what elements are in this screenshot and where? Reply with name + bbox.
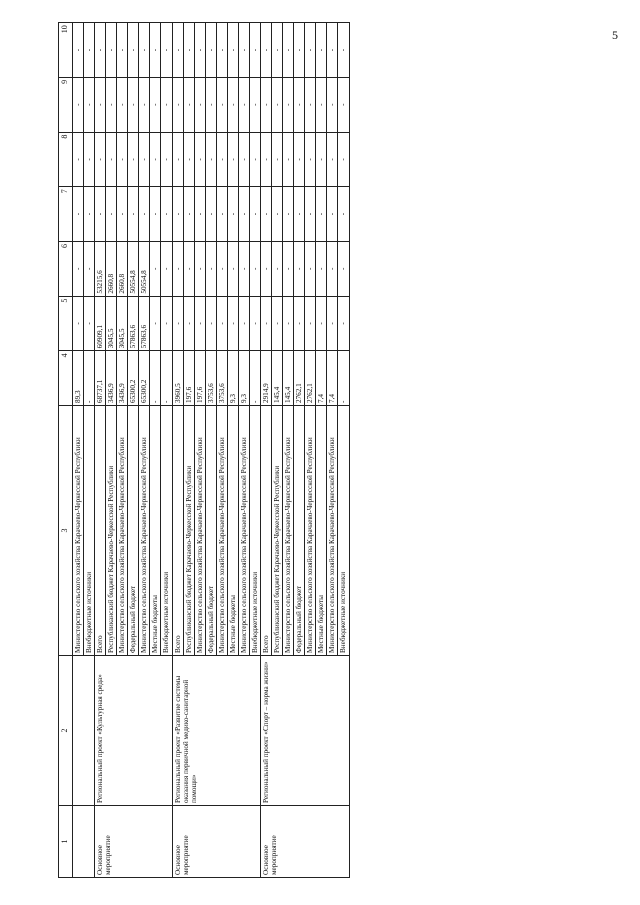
value-cell: 2914,9 [261,351,272,406]
value-cell: - [172,241,183,296]
activity-type-cell: Основное мероприятие [261,806,350,878]
value-cell: - [205,241,216,296]
activity-type-cell: Основное мероприятие [172,806,261,878]
funding-source-cell: Внебюджетные источники [338,406,349,656]
value-cell: - [150,187,161,242]
value-cell: - [305,187,316,242]
value-cell: - [261,187,272,242]
value-cell: 50554,8 [139,241,150,296]
value-cell: 9,3 [238,351,249,406]
value-cell: 89,3 [72,351,83,406]
value-cell: - [338,132,349,187]
value-cell: - [272,187,283,242]
value-cell: - [249,241,260,296]
value-cell: - [261,132,272,187]
value-cell: - [294,132,305,187]
value-cell: - [172,23,183,78]
funding-source-cell: Министерство сельского хозяйства Карачаево-Черкесской Республики [327,406,338,656]
value-cell: - [227,296,238,351]
value-cell: - [305,296,316,351]
value-cell: - [283,23,294,78]
value-cell: - [294,187,305,242]
value-cell: - [194,132,205,187]
value-cell: - [117,187,128,242]
value-cell: - [161,351,172,406]
value-cell: - [161,241,172,296]
value-cell: - [106,132,117,187]
value-cell: - [161,296,172,351]
table-body [72,23,349,878]
value-cell: - [227,241,238,296]
funding-source-cell: Внебюджетные источники [84,406,95,656]
value-cell: - [338,351,349,406]
value-cell: - [327,296,338,351]
value-cell: 7,4 [316,351,327,406]
value-cell: 68737,1 [95,351,106,406]
funding-source-cell: Всего [261,406,272,656]
value-cell: - [272,296,283,351]
funding-source-cell: Республиканский бюджет Карачаево-Черкесской Республики [272,406,283,656]
value-cell: - [305,241,316,296]
budget-table [58,22,350,878]
value-cell: - [261,77,272,132]
value-cell: - [238,132,249,187]
value-cell: 57863,6 [139,296,150,351]
value-cell: - [294,241,305,296]
value-cell: - [106,23,117,78]
value-cell: - [128,132,139,187]
value-cell: - [327,77,338,132]
rotated-table-wrapper [58,23,591,878]
value-cell: - [84,77,95,132]
funding-source-cell: Республиканский бюджет Карачаево-Черкесской Республики [183,406,194,656]
value-cell: - [327,23,338,78]
value-cell: - [106,187,117,242]
value-cell: - [249,187,260,242]
funding-source-cell: Всего [172,406,183,656]
funding-source-cell: Федеральный бюджет [128,406,139,656]
value-cell: - [305,77,316,132]
value-cell: - [172,296,183,351]
value-cell: - [150,23,161,78]
value-cell: - [205,296,216,351]
value-cell: - [249,77,260,132]
value-cell: - [205,23,216,78]
value-cell: - [139,23,150,78]
value-cell: - [72,23,83,78]
column-header-9: 9 [59,77,73,132]
value-cell: - [338,77,349,132]
value-cell: - [172,187,183,242]
value-cell: - [249,351,260,406]
value-cell: - [227,132,238,187]
value-cell: 9,3 [227,351,238,406]
continued-cell [72,656,94,806]
value-cell: - [216,187,227,242]
value-cell: - [272,23,283,78]
value-cell: - [183,23,194,78]
value-cell: - [72,132,83,187]
column-header-8: 8 [59,132,73,187]
funding-source-cell: Министерство сельского хозяйства Карачаево-Черкесской Республики [194,406,205,656]
value-cell: - [183,187,194,242]
value-cell: - [283,241,294,296]
value-cell: - [161,23,172,78]
value-cell: - [84,241,95,296]
value-cell: - [161,132,172,187]
value-cell: 2762,1 [305,351,316,406]
value-cell: 57863,6 [128,296,139,351]
funding-source-cell: Министерство сельского хозяйства Карачаево-Черкесской Республики [283,406,294,656]
value-cell: - [294,296,305,351]
value-cell: - [194,23,205,78]
value-cell: - [261,241,272,296]
value-cell: 3045,5 [106,296,117,351]
value-cell: 7,4 [327,351,338,406]
value-cell: 3436,9 [117,351,128,406]
value-cell: - [84,187,95,242]
project-name-cell: Региональный проект «Культурная среда» [95,656,172,806]
value-cell: - [95,187,106,242]
value-cell: - [161,187,172,242]
value-cell: - [283,187,294,242]
value-cell: 197,6 [194,351,205,406]
value-cell: - [283,77,294,132]
funding-source-cell: Министерство сельского хозяйства Карачаево-Черкесской Республики [238,406,249,656]
value-cell: - [128,23,139,78]
column-header-3: 3 [59,406,73,656]
value-cell: - [150,296,161,351]
value-cell: - [72,241,83,296]
value-cell: - [216,296,227,351]
header-row [59,23,73,878]
value-cell: - [183,132,194,187]
column-header-5: 5 [59,296,73,351]
value-cell: - [294,23,305,78]
value-cell: 3753,6 [216,351,227,406]
value-cell: - [227,187,238,242]
value-cell: - [216,241,227,296]
funding-source-cell: Местные бюджеты [316,406,327,656]
value-cell: - [316,187,327,242]
value-cell: - [84,23,95,78]
funding-source-cell: Министерство сельского хозяйства Карачаево-Черкесской Республики [216,406,227,656]
value-cell: - [316,23,327,78]
value-cell: - [150,241,161,296]
value-cell: - [139,187,150,242]
value-cell: - [238,296,249,351]
value-cell: - [316,296,327,351]
value-cell: 50554,8 [128,241,139,296]
value-cell: - [95,77,106,132]
value-cell: 53215,6 [95,241,106,296]
value-cell: - [249,23,260,78]
value-cell: - [216,23,227,78]
value-cell: - [139,77,150,132]
value-cell: 65300,2 [139,351,150,406]
project-name-cell: Региональный проект «Спорт – норма жизни» [261,656,350,806]
continued-cell [72,806,94,878]
value-cell: - [72,187,83,242]
funding-source-cell: Местные бюджеты [227,406,238,656]
value-cell: - [128,187,139,242]
funding-source-cell: Министерство сельского хозяйства Карачаево-Черкесской Республики [117,406,128,656]
value-cell: - [305,23,316,78]
value-cell: 3753,6 [205,351,216,406]
column-header-7: 7 [59,187,73,242]
value-cell: - [194,296,205,351]
activity-type-cell: Основное мероприятие [95,806,172,878]
value-cell: - [261,23,272,78]
value-cell: - [283,296,294,351]
funding-source-cell: Внебюджетные источники [249,406,260,656]
value-cell: - [249,296,260,351]
funding-source-cell: Министерство сельского хозяйства Карачаево-Черкесской Республики [139,406,150,656]
value-cell: 2660,8 [106,241,117,296]
value-cell: - [316,77,327,132]
value-cell: - [172,132,183,187]
funding-source-cell: Министерство сельского хозяйства Карачаево-Черкесской Республики [72,406,83,656]
value-cell: - [72,77,83,132]
value-cell: - [338,241,349,296]
value-cell: 197,6 [183,351,194,406]
value-cell: - [283,132,294,187]
value-cell: - [150,77,161,132]
value-cell: - [117,23,128,78]
value-cell: - [249,132,260,187]
value-cell: - [194,77,205,132]
value-cell: - [261,296,272,351]
value-cell: - [72,296,83,351]
value-cell: - [338,23,349,78]
value-cell: 3960,5 [172,351,183,406]
value-cell: - [106,77,117,132]
funding-source-cell: Министерство сельского хозяйства Карачаево-Черкесской Республики [305,406,316,656]
value-cell: - [194,187,205,242]
value-cell: - [216,132,227,187]
value-cell: - [227,23,238,78]
column-header-10: 10 [59,23,73,78]
value-cell: - [316,132,327,187]
value-cell: 65300,2 [128,351,139,406]
column-header-1: 1 [59,806,73,878]
value-cell: - [338,296,349,351]
value-cell: 3436,9 [106,351,117,406]
value-cell: - [316,241,327,296]
value-cell: - [194,241,205,296]
value-cell: - [294,77,305,132]
value-cell: - [150,132,161,187]
value-cell: - [238,241,249,296]
value-cell: - [305,132,316,187]
table-row [95,23,106,878]
value-cell: - [238,23,249,78]
funding-source-cell: Местные бюджеты [150,406,161,656]
value-cell: - [172,77,183,132]
value-cell: - [327,187,338,242]
value-cell: 145,4 [283,351,294,406]
value-cell: 145,4 [272,351,283,406]
value-cell: - [272,241,283,296]
value-cell: 2660,8 [117,241,128,296]
value-cell: - [128,77,139,132]
funding-source-cell: Федеральный бюджет [294,406,305,656]
value-cell: - [183,241,194,296]
value-cell: - [205,187,216,242]
value-cell: - [84,351,95,406]
value-cell: - [327,241,338,296]
value-cell: 2762,1 [294,351,305,406]
value-cell: - [338,187,349,242]
value-cell: - [117,132,128,187]
page-number: 5 [612,28,618,42]
column-header-6: 6 [59,241,73,296]
table-row [72,23,83,878]
value-cell: - [139,132,150,187]
value-cell: - [238,77,249,132]
value-cell: 3045,5 [117,296,128,351]
value-cell: - [272,132,283,187]
value-cell: - [238,187,249,242]
value-cell: - [95,132,106,187]
value-cell: - [84,296,95,351]
table-row [261,23,272,878]
value-cell: - [84,132,95,187]
table-row [172,23,183,878]
value-cell: - [183,77,194,132]
value-cell: - [227,77,238,132]
value-cell: - [95,23,106,78]
value-cell: - [327,132,338,187]
funding-source-cell: Республиканский бюджет Карачаево-Черкесской Республики [106,406,117,656]
funding-source-cell: Внебюджетные источники [161,406,172,656]
project-name-cell: Региональный проект «Развитие системы оказания первичной медико-санитарной помощи» [172,656,261,806]
value-cell: - [272,77,283,132]
value-cell: - [161,77,172,132]
value-cell: - [150,351,161,406]
value-cell: - [216,77,227,132]
value-cell: - [205,132,216,187]
funding-source-cell: Всего [95,406,106,656]
funding-source-cell: Федеральный бюджет [205,406,216,656]
column-header-2: 2 [59,656,73,806]
value-cell: - [117,77,128,132]
column-header-4: 4 [59,351,73,406]
value-cell: - [183,296,194,351]
value-cell: - [205,77,216,132]
value-cell: 60909,1 [95,296,106,351]
